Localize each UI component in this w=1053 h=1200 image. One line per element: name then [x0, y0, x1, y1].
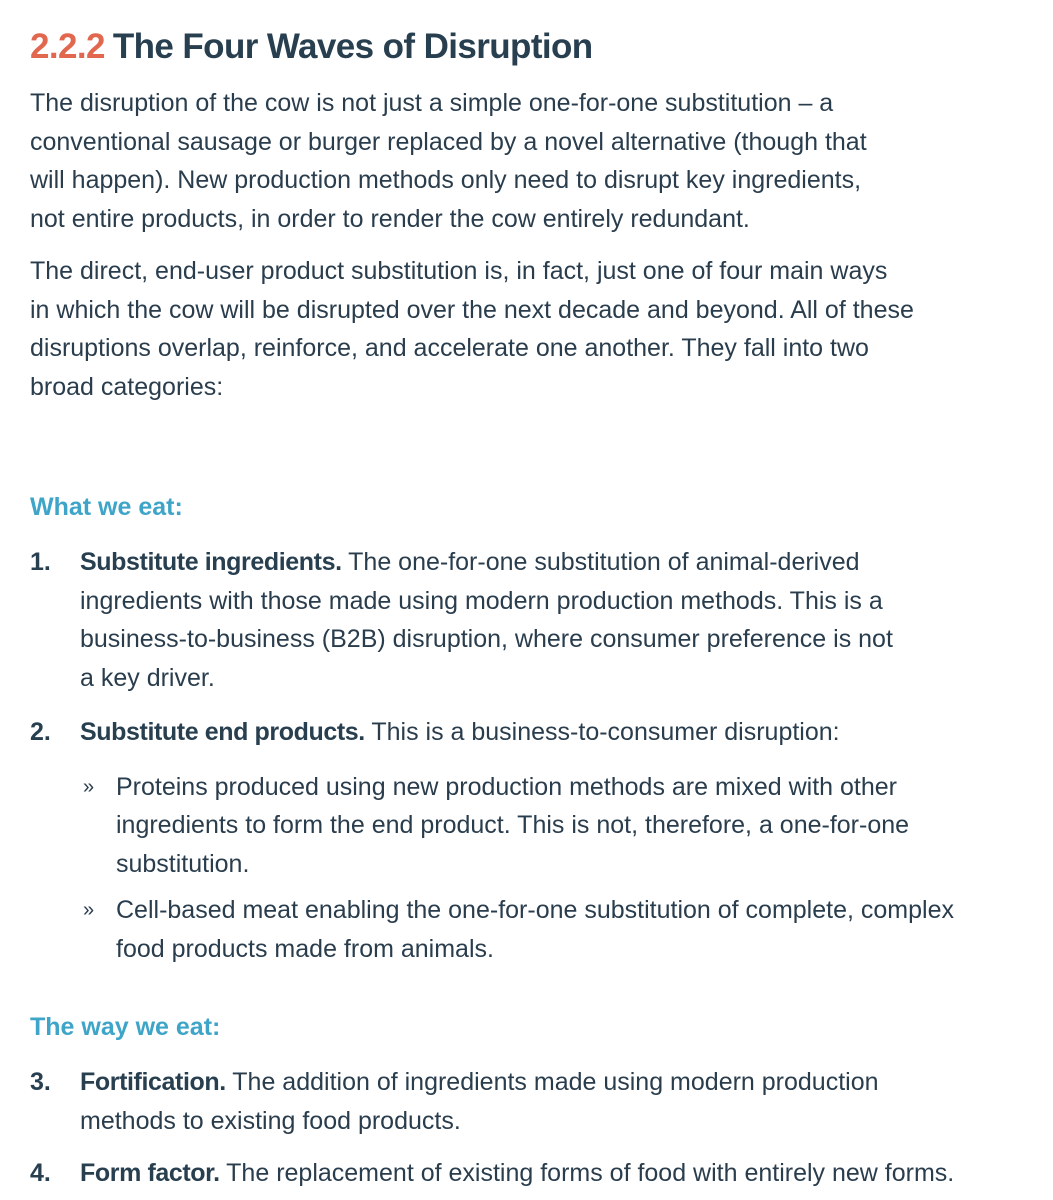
list-item-substitute-end-products — [30, 713, 1045, 752]
categories-paragraph: The direct, end-user product substitution is, in fact, just one of four main ways in which the cow will be disrupted over the next decade and beyond. All of these disruptions overlap, reinforce, and accelerate one another. They fall into two broad categories: — [30, 257, 914, 401]
document-page — [30, 24, 1045, 1193]
category-heading-the-way-we-eat: The way we eat: — [30, 1013, 221, 1041]
chevron-bullet-icon: » — [83, 899, 95, 921]
list-item-form-factor — [30, 1154, 1045, 1193]
list-item-number: 4. — [30, 1159, 51, 1187]
list-item-lead: Fortification. — [80, 1068, 226, 1096]
sublist-item-mixed-proteins — [30, 768, 1045, 884]
list-item-number: 1. — [30, 548, 51, 576]
list-item-text: The one-for-one substitution of animal-derived ingredients with those made using modern production methods. This is a business-to-business (B2B) disruption, where consumer preference is not a key driver. — [80, 548, 893, 692]
category-heading-what-we-eat: What we eat: — [30, 493, 183, 521]
end-products-sublist — [30, 768, 1045, 969]
section-title: The Four Waves of Disruption — [112, 27, 593, 66]
what-we-eat-list — [30, 543, 1045, 752]
list-item-text: The replacement of existing forms of food with entirely new forms. — [219, 1159, 955, 1187]
list-item-lead: Substitute end products. — [80, 718, 365, 746]
sublist-item-text: Cell-based meat enabling the one-for-one substitution of complete, complex food products made from animals. — [116, 896, 954, 963]
list-item-substitute-ingredients — [30, 543, 1045, 697]
list-item-number: 3. — [30, 1068, 51, 1096]
list-item-lead: Form factor. — [80, 1159, 220, 1187]
the-way-we-eat-list — [30, 1063, 1045, 1193]
list-item-text: The addition of ingredients made using modern production methods to existing food products. — [80, 1068, 879, 1135]
list-item-fortification — [30, 1063, 1045, 1140]
intro-paragraph: The disruption of the cow is not just a simple one-for-one substitution – a conventional sausage or burger replaced by a novel alternative (though that will happen). New production methods only need to disrupt key ingredients, not entire products, in order to render the cow entirely redundant. — [30, 89, 867, 233]
list-item-lead: Substitute ingredients. — [80, 548, 342, 576]
chevron-bullet-icon: » — [83, 775, 95, 798]
section-number: 2.2.2 — [30, 27, 105, 66]
list-item-number: 2. — [30, 718, 51, 746]
sublist-item-text: Proteins produced using new production methods are mixed with other ingredients to form the end product. This is not, therefore, a one-for-one substitution. — [116, 772, 910, 878]
section-heading — [30, 24, 1045, 70]
list-item-text: This is a business-to-consumer disruption: — [364, 718, 840, 746]
sublist-item-cell-based-meat — [30, 891, 1045, 968]
